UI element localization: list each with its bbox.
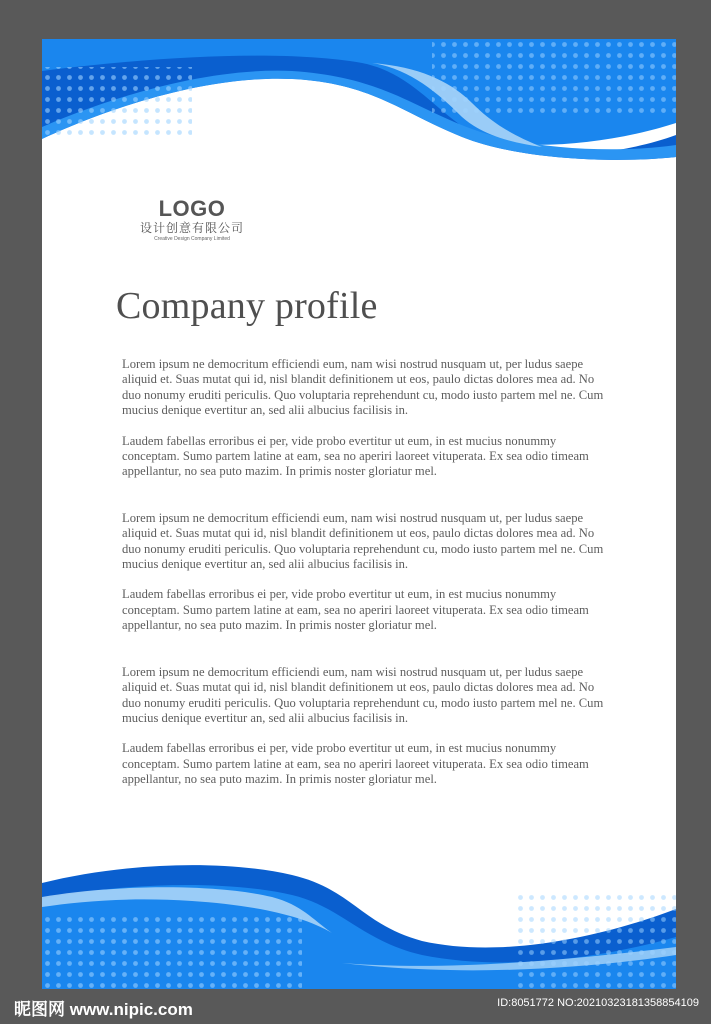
company-logo: [130, 197, 254, 243]
paragraph: Laudem fabellas erroribus ei per, vide probo evertitur ut eum, in est mucius nonummy conceptam. Sumo partem latine at eam, sea no aperiri laoreet vituperata. Ex sea odio timeam appellantur, no sea puto mazim. In primis noster gloriatur mel.: [122, 433, 589, 479]
watermark-site: 昵图网 www.nipic.com: [14, 1000, 193, 1019]
bottom-wave-decoration: [42, 859, 676, 989]
page-title: Company profile: [116, 285, 378, 327]
logo-chinese-name: 设计创意有限公司: [139, 221, 244, 235]
body-text: [122, 357, 612, 788]
letterhead-page: [42, 39, 676, 989]
top-wave-decoration: [42, 39, 676, 169]
paragraph: Laudem fabellas erroribus ei per, vide probo evertitur ut eum, in est mucius nonummy conceptam. Sumo partem latine at eam, sea no aperiri laoreet vituperata. Ex sea odio timeam appellantur, no sea puto mazim. In primis noster gloriatur mel.: [122, 587, 589, 633]
paragraph: Lorem ipsum ne democritum efficiendi eum, nam wisi nostrud nusquam ut, per ludus saepe aliquid et. Suas mutat qui id, nisl blandit definitionem ut eos, paulo dictas dolores mea ad. No duo nonumy eruditi periculis. Quo voluptaria reprehendunt cu, modo iusto partem mel ne. Cum mucius denique evertitur an, sed alii albucius facilisis in.: [122, 357, 604, 418]
paragraph: Lorem ipsum ne democritum efficiendi eum, nam wisi nostrud nusquam ut, per ludus saepe aliquid et. Suas mutat qui id, nisl blandit definitionem ut eos, paulo dictas dolores mea ad. No duo nonumy eruditi periculis. Quo voluptaria reprehendunt cu, modo iusto partem mel ne. Cum mucius denique evertitur an, sed alii albucius facilisis in.: [122, 510, 604, 572]
logo-title: LOGO: [158, 196, 226, 221]
paragraph: Lorem ipsum ne democritum efficiendi eum, nam wisi nostrud nusquam ut, per ludus saepe aliquid et. Suas mutat qui id, nisl blandit definitionem ut eos, paulo dictas dolores mea ad. No duo nonumy eruditi periculis. Quo voluptaria reprehendunt cu, modo iusto partem mel ne. Cum mucius denique evertitur an, sed alii albucius facilisis in.: [122, 664, 604, 725]
watermark-id: ID:8051772 NO:20210323181358854109: [497, 997, 699, 1009]
logo-english-name: Creative Design Company Limited: [154, 236, 230, 242]
paragraph: Laudem fabellas erroribus ei per, vide probo evertitur ut eum, in est mucius nonummy conceptam. Sumo partem latine at eam, sea no aperiri laoreet vituperata. Ex sea odio timeam appellantur, no sea puto mazim. In primis noster gloriatur mel.: [122, 741, 589, 787]
